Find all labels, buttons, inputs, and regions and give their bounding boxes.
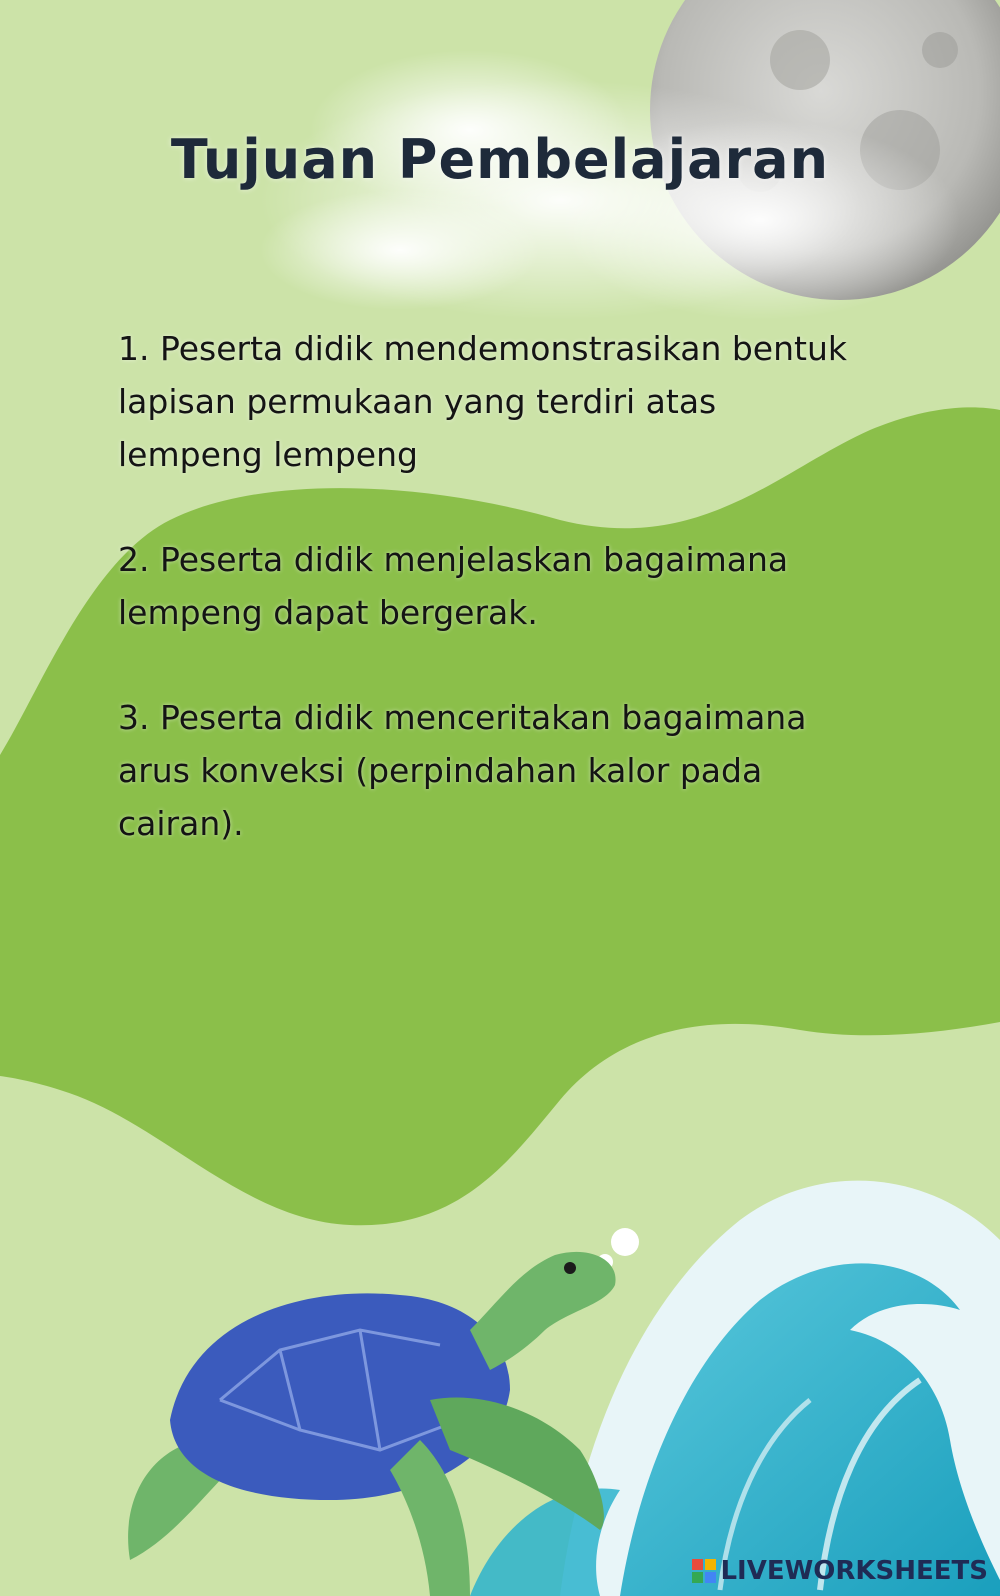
learning-objectives-list [118,322,898,902]
brand-name: LIVEWORKSHEETS [720,1556,988,1586]
ocean-wave [470,1181,1000,1596]
objective-item: 2. Peserta didik menjelaskan bagaimana lempeng dapat bergerak. [118,540,789,632]
objective-item: 1. Peserta didik mendemonstrasikan bentuk lapisan permukaan yang terdiri atas lempeng lempeng [118,329,847,474]
objective-item: 3. Peserta didik menceritakan bagaimana arus konveksi (perpindahan kalor pada cairan). [118,698,807,843]
liveworksheets-logo [692,1556,988,1586]
liveworksheets-logo-icon [692,1559,716,1583]
page-title: Tujuan Pembelajaran [170,128,830,191]
